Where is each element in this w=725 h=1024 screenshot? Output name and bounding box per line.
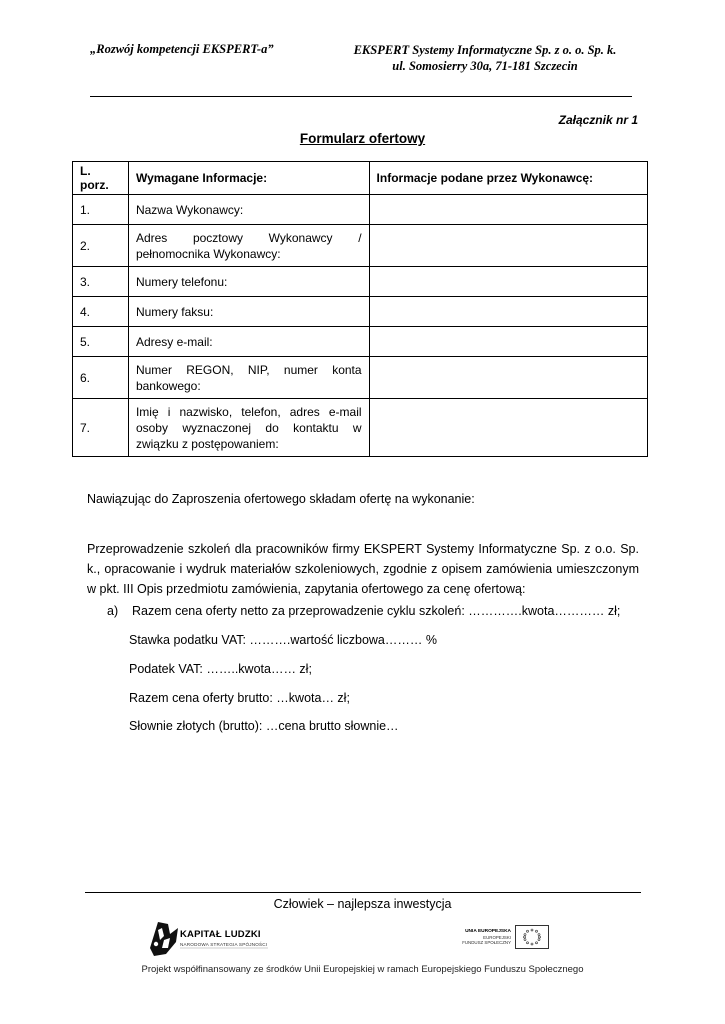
row-answer-cell[interactable] (369, 267, 647, 297)
eu-name: UNIA EUROPEJSKA (465, 929, 511, 934)
gross-in-words-line: Słownie złotych (brutto): …cena brutto słownie… (129, 719, 399, 733)
row-label: Nazwa Wykonawcy: (128, 195, 369, 225)
row-answer-cell[interactable] (369, 297, 647, 327)
row-number: 3. (73, 267, 129, 297)
gross-price-line: Razem cena oferty brutto: …kwota… zł; (129, 691, 350, 705)
header-project-name: „Rozwój kompetencji EKSPERT-a” (90, 42, 274, 56)
net-price-line: a) Razem cena oferty netto za przeprowadzenie cyklu szkoleń: ………….kwota………… zł; (107, 604, 621, 618)
row-answer-cell[interactable] (369, 399, 647, 457)
table-row (73, 327, 648, 357)
row-answer-cell[interactable] (369, 195, 647, 225)
table-row (73, 297, 648, 327)
table-row (73, 267, 648, 297)
vat-rate-line: Stawka podatku VAT: ……….wartość liczbowa……… % (129, 633, 437, 647)
eu-fund-line1: EUROPEJSKI (483, 935, 511, 940)
row-label: Imię i nazwisko, telefon, adres e-mail osoby wyznaczonej do kontaktu w związku z postępowaniem: (128, 399, 369, 457)
row-answer-cell[interactable] (369, 357, 647, 399)
header-company-address: ul. Somosierry 30a, 71-181 Szczecin (392, 59, 578, 73)
scope-paragraph: Przeprowadzenie szkoleń dla pracowników firmy EKSPERT Systemy Informatyczne Sp. z o.o. Sp. k., opracowanie i wydruk materiałów szkoleniowych, zgodnie z opisem zamówienia umieszczonym w pkt. III Opis przedmiotu zamówienia, zapytania ofertowego za cenę ofertową: (87, 542, 639, 596)
row-number: 6. (73, 357, 129, 399)
row-label: Adres pocztowy Wykonawcy / pełnomocnika Wykonawcy: (128, 225, 369, 267)
row-number: 2. (73, 225, 129, 267)
footer-motto: Człowiek – najlepsza inwestycja (273, 897, 452, 911)
column-header-required-info: Wymagane Informacje: (128, 162, 369, 195)
row-label: Adresy e-mail: (128, 327, 369, 357)
header-company-name: EKSPERT Systemy Informatyczne Sp. z o. o. Sp. k. (353, 43, 617, 57)
annex-label: Załącznik nr 1 (558, 113, 638, 127)
intro-paragraph: Nawiązując do Zaproszenia ofertowego składam ofertę na wykonanie: (87, 492, 475, 506)
column-header-number: L. porz. (73, 162, 129, 195)
table-row (73, 399, 648, 457)
eu-fund-line2: FUNDUSZ SPOŁECZNY (462, 940, 511, 945)
footer-divider (85, 892, 641, 893)
eu-flag-icon (515, 925, 549, 949)
table-row (73, 195, 648, 225)
offer-info-table (72, 161, 648, 457)
table-row (73, 225, 648, 267)
row-label: Numer REGON, NIP, numer konta bankowego: (128, 357, 369, 399)
header-divider (90, 96, 632, 97)
row-number: 4. (73, 297, 129, 327)
row-number: 5. (73, 327, 129, 357)
row-number: 1. (73, 195, 129, 225)
vat-amount-line: Podatek VAT: ……..kwota…… zł; (129, 662, 312, 676)
kapital-ludzki-name: KAPITAŁ LUDZKI (180, 929, 261, 940)
row-label: Numery faksu: (128, 297, 369, 327)
header-company (330, 42, 640, 74)
row-answer-cell[interactable] (369, 225, 647, 267)
row-answer-cell[interactable] (369, 327, 647, 357)
row-label: Numery telefonu: (128, 267, 369, 297)
page-title: Formularz ofertowy (299, 131, 426, 146)
row-number: 7. (73, 399, 129, 457)
column-header-provided-info: Informacje podane przez Wykonawcę: (369, 162, 647, 195)
table-row (73, 357, 648, 399)
kapital-ludzki-subtitle: NARODOWA STRATEGIA SPÓJNOŚCI (180, 942, 268, 947)
table-header-row (73, 162, 648, 195)
cofunding-note: Projekt współfinansowany ze środków Unii Europejskiej w ramach Europejskiego Funduszu Społecznego (141, 964, 584, 975)
eu-fund (451, 935, 511, 945)
